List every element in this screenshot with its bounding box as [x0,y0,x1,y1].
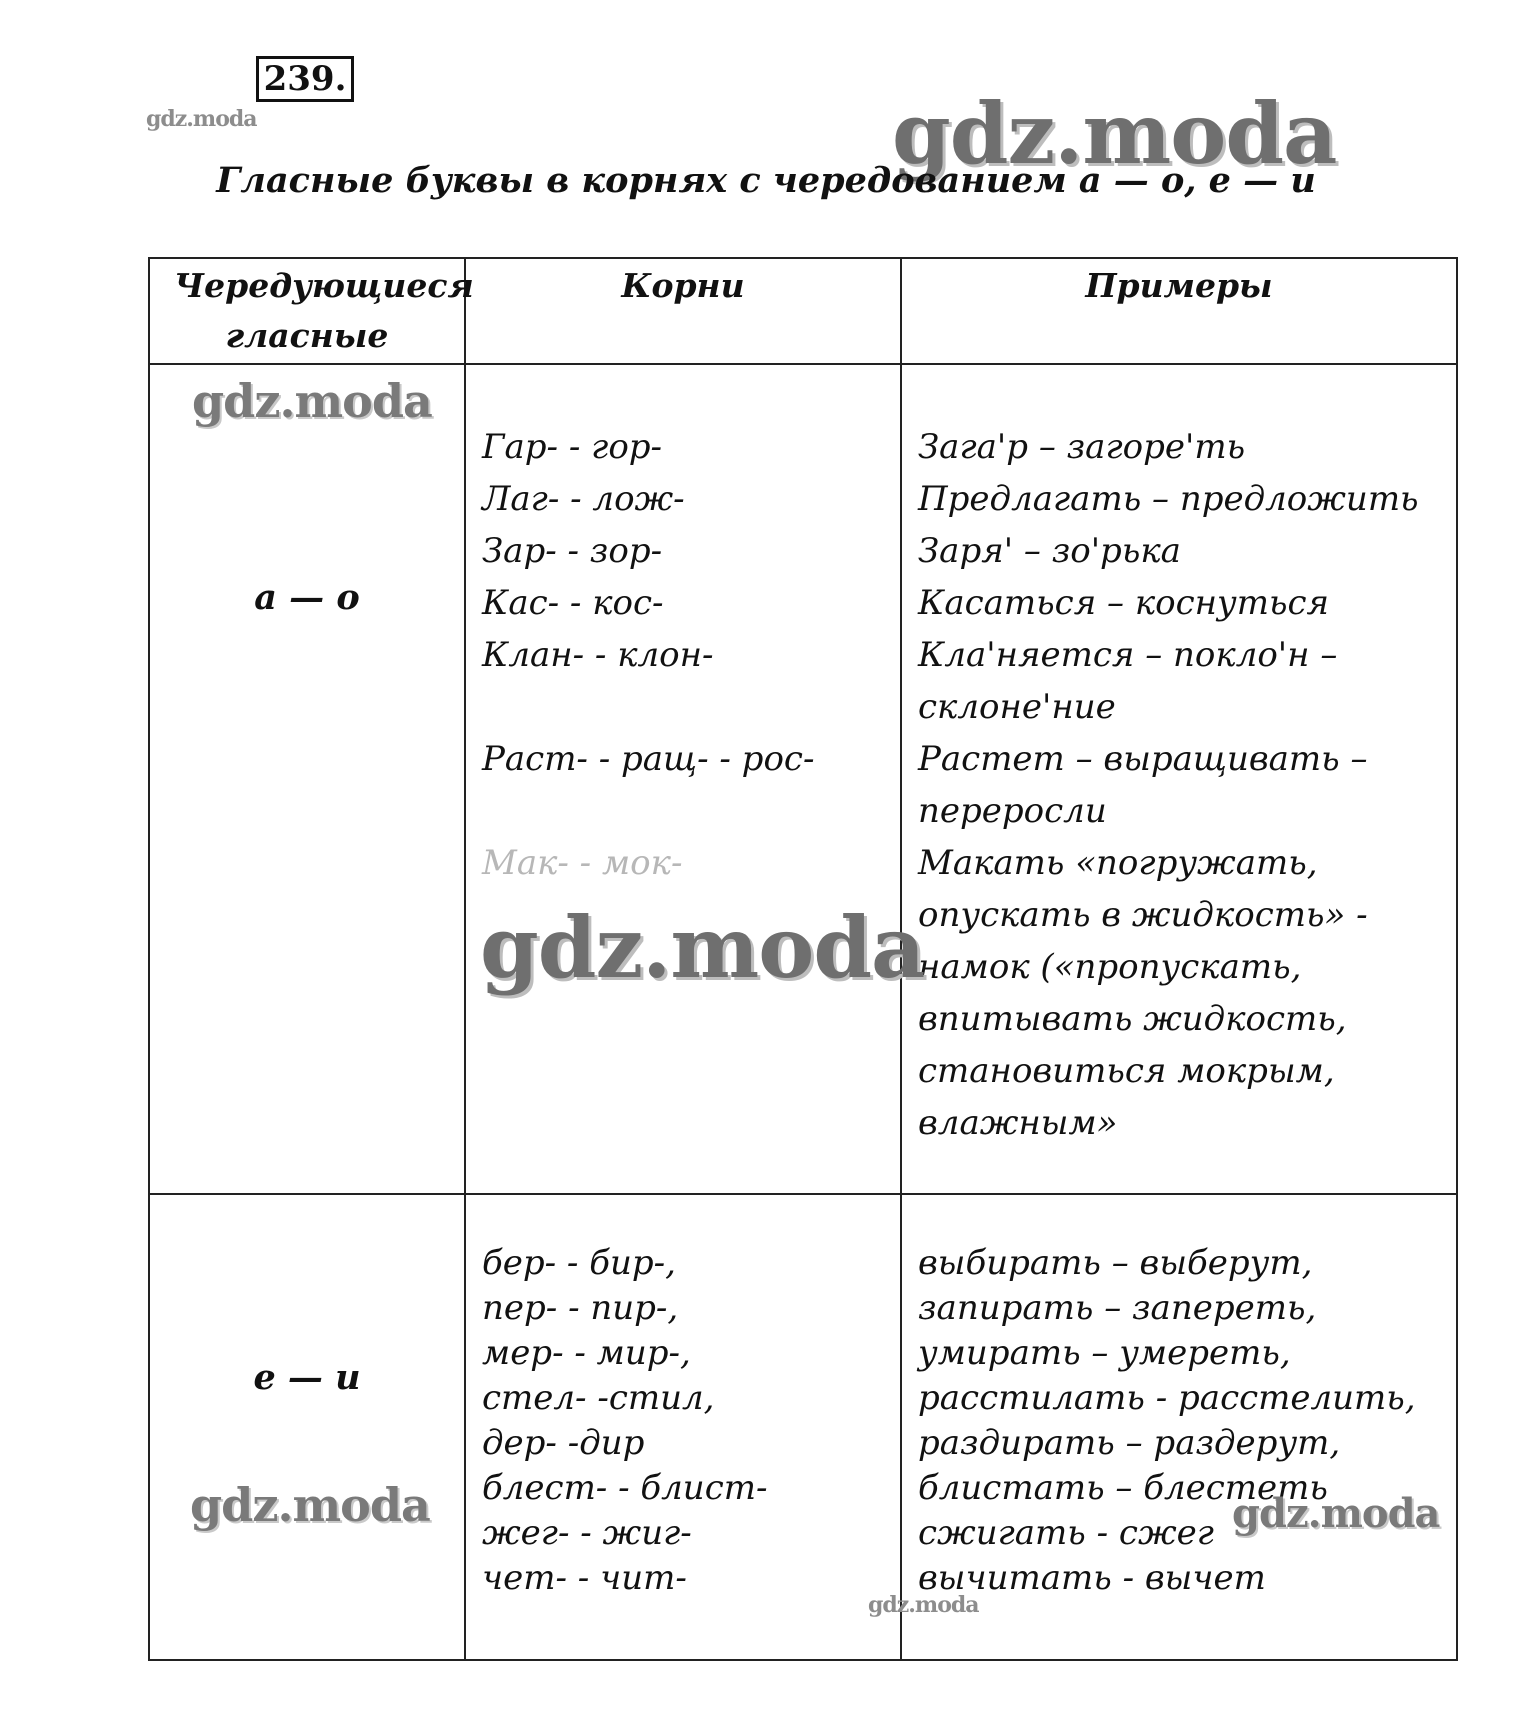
watermark-row2-right: gdz.moda [1232,1490,1440,1537]
list-item: намок («пропускать, [918,947,1302,987]
list-item: мер- - мир-, [482,1333,691,1373]
header-vowels: Чередующиеся гласные [149,258,465,364]
vowels-cell [149,1194,465,1660]
list-item: бер- - бир-, [482,1243,676,1283]
list-item: Предлагать – предложить [918,479,1419,519]
list-item: блистать – блестеть [918,1468,1328,1508]
vowel-pair: е — и [253,1357,361,1398]
watermark-large-top: gdz.moda [892,84,1337,183]
header-examples: Примеры [901,258,1457,364]
list-item: склоне'ние [918,687,1116,727]
examples-cell [901,1194,1457,1660]
table-row [149,1194,1457,1660]
exercise-number: 239. [256,56,354,102]
list-item: жег- - жиг- [482,1513,692,1553]
list-item: Клан- - клон- [482,635,714,675]
list-item: сжигать - сжег [918,1513,1214,1553]
list-item: расстилать - расстелить, [918,1378,1416,1418]
list-item: впитывать жидкость, [918,999,1347,1039]
list-item: влажным» [918,1103,1118,1143]
watermark-small-bottom: gdz.moda [868,1592,979,1618]
roots-cell [465,364,901,1194]
list-item: дер- -дир [482,1423,645,1463]
list-item: Кла'няется – покло'н – [918,635,1338,675]
list-item: пер- - пир-, [482,1288,679,1328]
roots-list [482,421,892,889]
watermark-row2-left: gdz.moda [190,1478,430,1532]
list-item: Лаг- - лож- [482,479,685,519]
list-item: Загa'р – загоре'ть [918,427,1246,467]
table-row [149,364,1457,1194]
list-item: Раст- - ращ- - рос- [482,739,815,779]
list-item: чет- - чит- [482,1558,687,1598]
list-item: Кас- - кос- [482,583,664,623]
watermark-small-top: gdz.moda [146,106,257,132]
list-item: Гар- - гор- [482,427,663,467]
list-item: раздирать – раздерут, [918,1423,1341,1463]
list-item: становиться мокрым, [918,1051,1335,1091]
list-item: Макать «погружать, [918,843,1318,883]
examples-list [918,1241,1448,1601]
list-item: запирать – запереть, [918,1288,1317,1328]
watermark-center: gdz.moda [480,898,925,997]
examples-list [918,421,1448,1149]
list-item: вычитать - вычет [918,1558,1266,1598]
list-item: стел- -стил, [482,1378,715,1418]
examples-cell [901,364,1457,1194]
vowels-cell [149,364,465,1194]
roots-list [482,1241,892,1601]
watermark-row1: gdz.moda [192,374,432,428]
header-roots: Корни [465,258,901,364]
list-item: блест- - блист- [482,1468,768,1508]
vowel-pair: а — о [254,577,360,618]
roots-cell [465,1194,901,1660]
list-item: Мак- - мок- [482,843,683,883]
list-item: Заря' – зо'рька [918,531,1181,571]
page-title: Гласные буквы в корнях с чередованием а — о, е — и [216,160,1316,201]
table-header-row [149,258,1457,364]
list-item: Касаться – коснуться [918,583,1330,623]
list-item: Растет – выращивать – [918,739,1368,779]
list-item: опускать в жидкость» - [918,895,1368,935]
list-item: выбирать – выберут, [918,1243,1313,1283]
list-item: умирать – умереть, [918,1333,1291,1373]
list-item: переросли [918,791,1107,831]
list-item: Зар- - зор- [482,531,663,571]
